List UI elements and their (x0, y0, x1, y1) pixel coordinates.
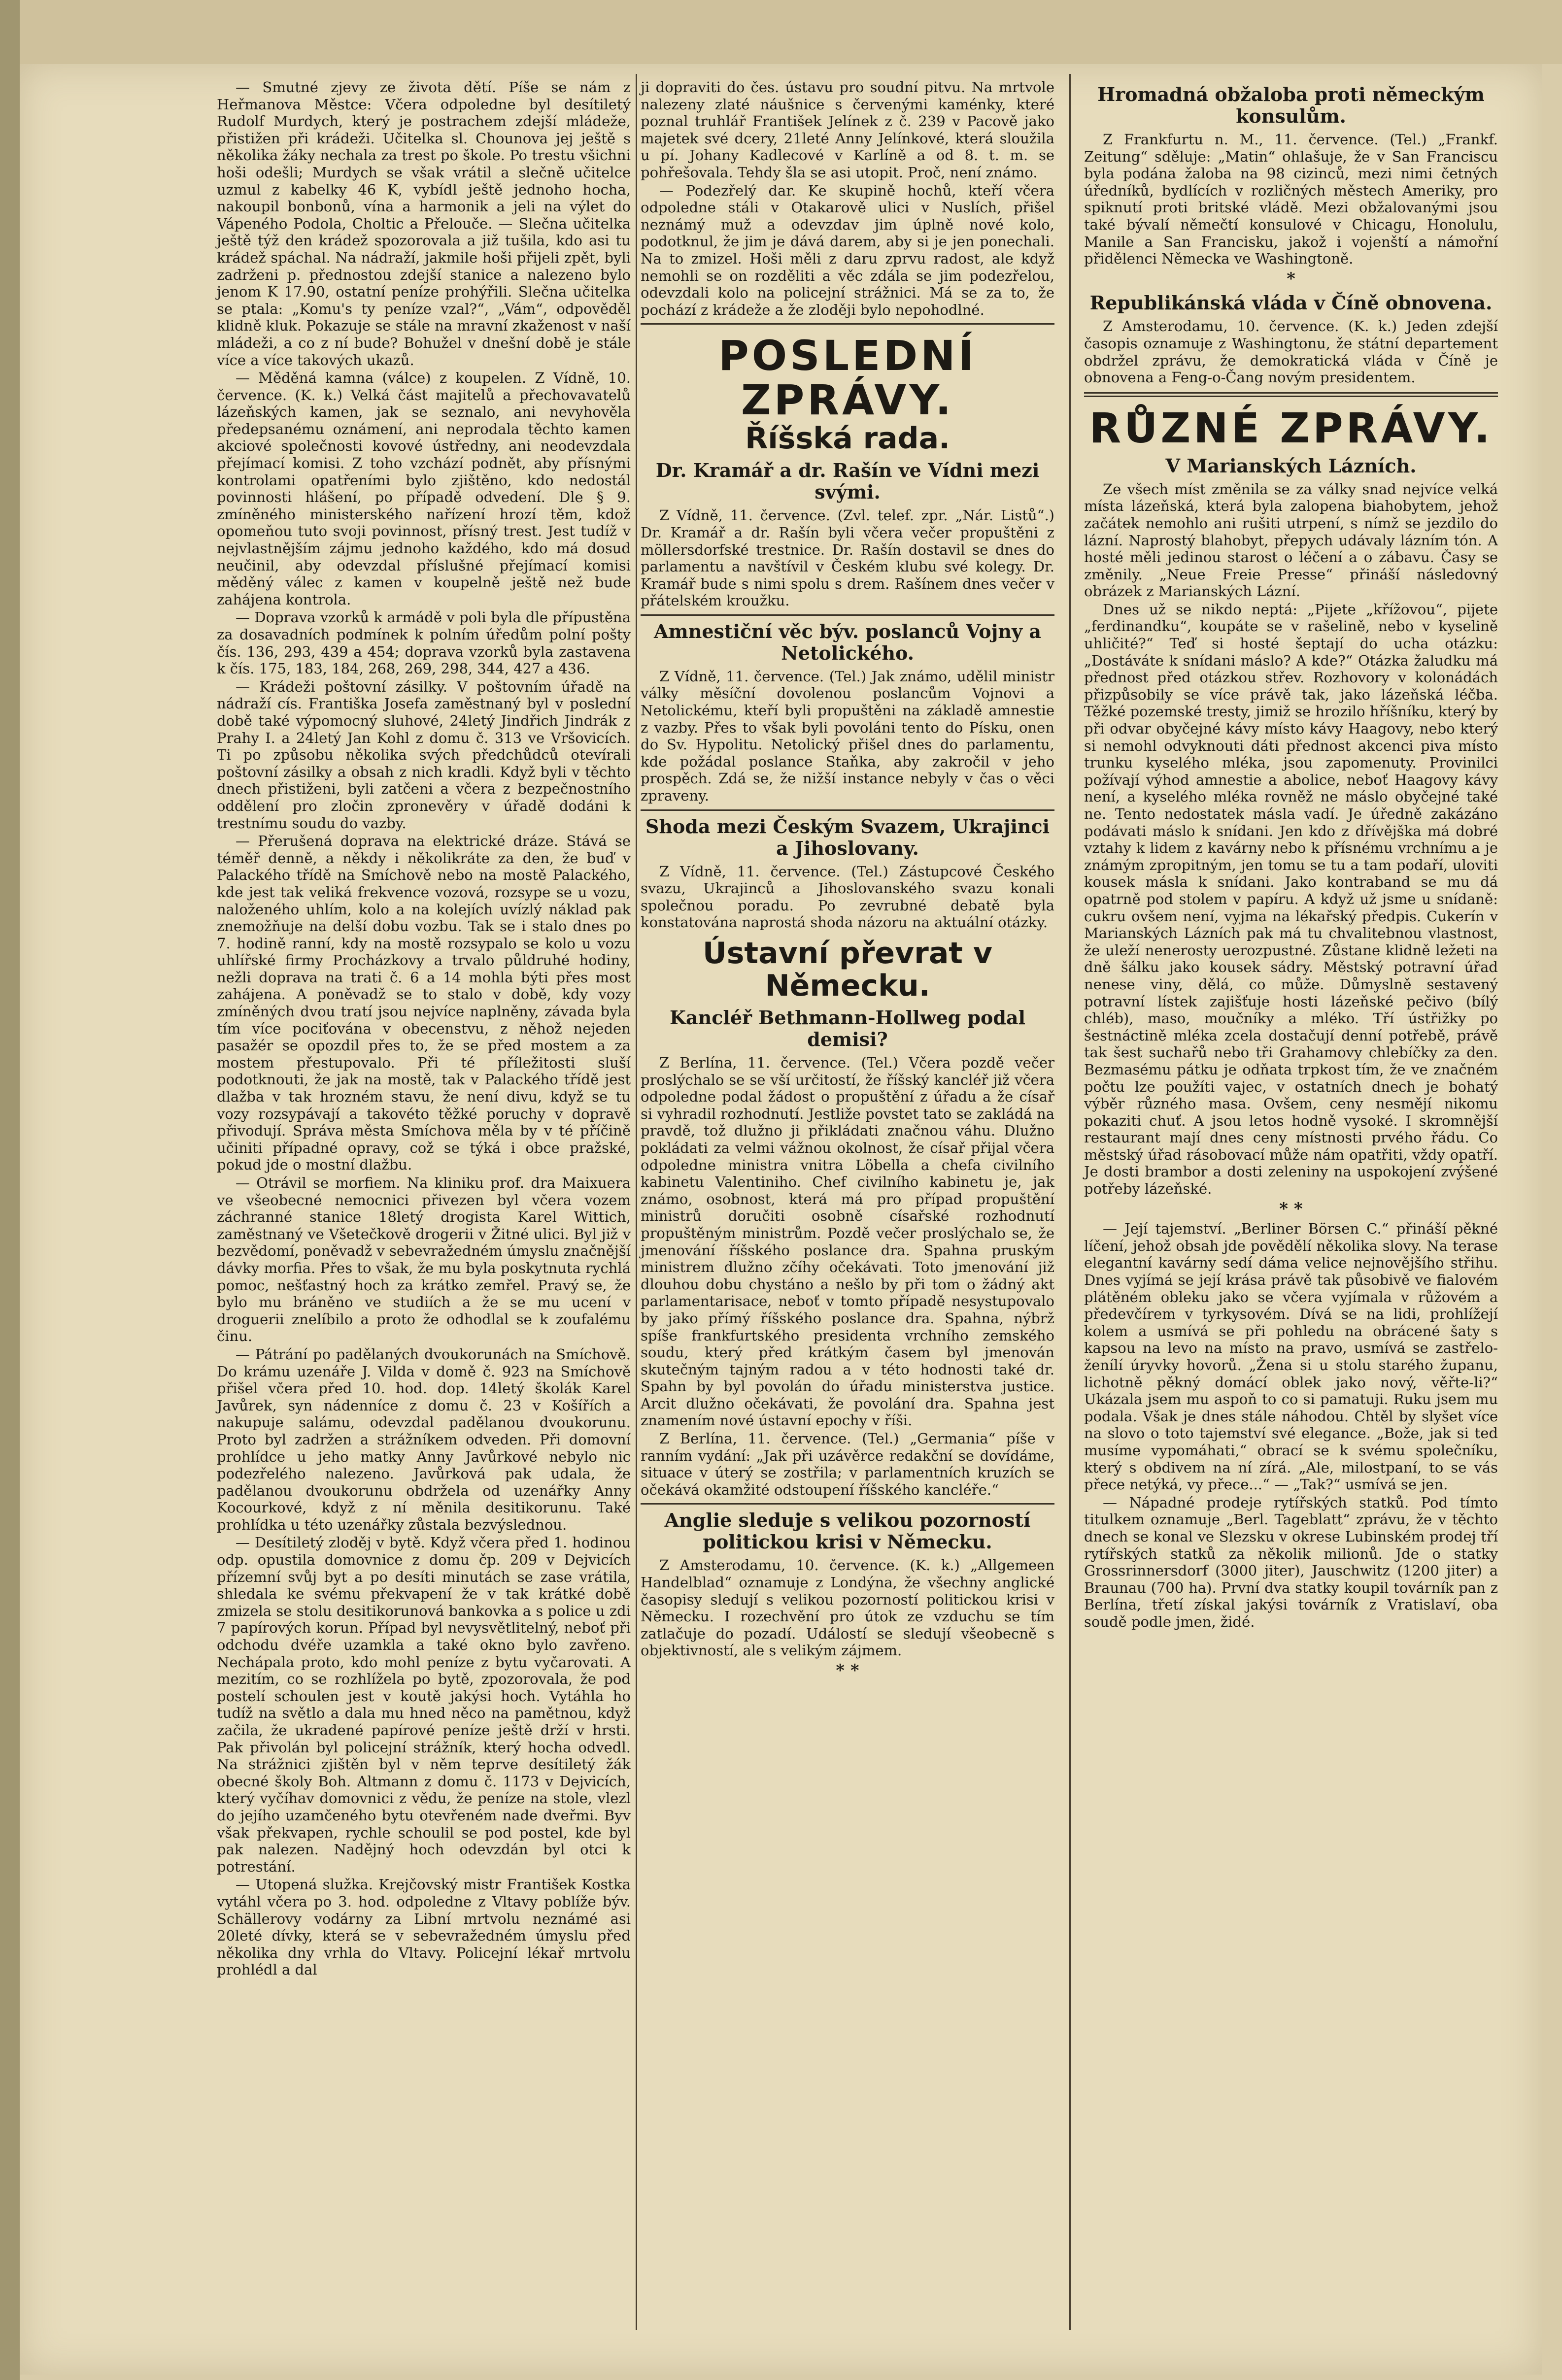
article-bethmann: Z Berlína, 11. července. (Tel.) Včera pozdě večer proslýchalo se se vší určitostí, že říšský kancléř již včera odpoledne podal žádost o propuštění z úřadu a že císař si vyhradil rozhodnutí. Jestliže povstet tato se zakládá na pravdě, tož dlužno ji přikládati značnou váhu. Dlužno pokládati za velmi vážnou okolnost, že císař přijal včera odpoledne ministra vnitra Löbella a chefa civilního kabinetu Valentiniho. Chef civilního kabinetu je, jak známo, osobnost, která má pro případ propuštění ministrů doručiti osobně císařské rozhodnutí propuštěným ministrům. Pozdě večer proslýchalo se, že jmenování říšského poslance dra. Spahna pruským ministrem dlužno zčíhy očekávati. Toto jmenování již dlouhou dobu chystáno a nešlo by při tom o žádný akt parlamentarisace, neboť v tomto případě nesystupovalo by jako přímý říšského poslance dra. Spahna, nýbrž spíše frankfurtského presidenta vrchního zemského soudu, který před krátkým časem byl jmenován skutečným tajným radou a v této hodnosti také dr. Spahn by byl povolán do úřadu ministerstva justice. Arcit dlužno očekávati, že povolání dra. Spahna jest znamením nové ústavní epochy v říši. (641, 1054, 1054, 1429)
separator (641, 1503, 1054, 1505)
column-3 (1084, 79, 1498, 1632)
section-stars: * * (836, 1661, 859, 1680)
article-kradeze-postovni: — Krádeži poštovní zásilky. V poštovním úřadě na nádraží cís. Františka Josefa zaměstnaný byl v poslední době také výpomocný sluhové, 24letý Jindřich Jindrák z Prahy I. a 24letý Jan Kohl z domu č. 313 ve Vršovicích. Ti po způsobu několika svých předchůdců otevírali poštovní zásilky a obsah z nich kradli. Když byli v těchto dnech přistiženi, byli zatčeni a včera z bezpečnostního oddělení pro zločin zpronevěry v úřadě dodáni k trestnímu soudu do vazby. (217, 678, 631, 832)
double-separator (1084, 392, 1498, 397)
article-utopena-sluzka: — Utopená služka. Krejčovský mistr František Kostka vytáhl včera po 3. hod. odpoledne z Vltavy poblíže býv. Schällerovy vodárny za Libní mrtvolu neznámé asi 20leté dívky, která se v sebevražedném úmyslu před několika dny vrhla do Vltavy. Policejní lékař mrtvolu prohlédl a dal (217, 1876, 631, 1978)
article-shoda: Z Vídně, 11. července. (Tel.) Zástupcové Českého svazu, Ukrajinců a Jihoslovanského svazu konali společnou poradu. Po zevrubné debatě byla konstatována naprostá shoda názoru na aktuální otázky. (641, 863, 1054, 931)
headline-anglie: Anglie sleduje s velikou pozorností politickou krisi v Německu. (664, 1509, 1031, 1553)
headline-bethmann: Kancléř Bethmann-Hollweg podal demisi? (670, 1006, 1025, 1050)
article-desitilety-zlodej: — Desítiletý zloděj v bytě. Když včera před 1. hodinou odp. opustila domovnice z domu čp. 209 v Dejvicích přízemní svůj byt a po desíti minutách se zase vrátila, shledala ke svému překvapení že v tak krátké době zmizela se stolu desitikorunová bankovka a s police u zdi 7 papírových korun. Případ byl nevysvětlitelný, neboť při odchodu dvéře uzamkla a také okno bylo zavřeno. Nechápala proto, kdo mohl peníze z bytu vyčarovati. A mezitím, co se rozhlížela po bytě, zpozorovala, že pod postelí schoulen jest v koutě jakýsi hoch. Vytáhla ho tudíž na světlo a dala mu hned něco na pamětnou, když začila, že ukradené papírové peníze ještě drží v hrsti. Pak přivolán byl policejní strážník, který hocha odvedl. Na strážnici zjištěn byl v něm teprve desítiletý žák obecné školy Boh. Altmann z domu č. 1173 v Dejvicích, který vyčíhav domovnici z vědu, že peníze na stole, vlezl do jejího uzamčeného bytu otevřeném nade dveřmi. Byv však překvapen, rychle schoulil se pod postel, kde byl pak nalezen. Nadějný hoch odevzdán byl otci k potrestání. (217, 1534, 631, 1875)
article-amnestie: Z Vídně, 11. července. (Tel.) Jak známo, udělil ministr války měsíční dovolenou poslancům Vojnovi a Netolickému, kteří byli propuštěni na základě amnestie z vazby. Přes to však byli povoláni tento do Písku, onen do Sv. Hypolitu. Netolický přišel dnes do parlamentu, kde požádal poslance Staňka, aby zakročil v jeho prospěch. Zdá se, že nižší instance nebyly v čas o věci zpraveny. (641, 668, 1054, 805)
column-1 (217, 79, 631, 1979)
article-germania: Z Berlína, 11. července. (Tel.) „Germania“ píše v ranním vydání: „Jak při uzávěrce redakční se dovídáme, situace v úterý se zostřila; v parlamentních kruzích se očekává okamžité odstoupení říšského kancléře.“ (641, 1430, 1054, 1498)
section-subbanner-risska-rada: Říšská rada. (745, 421, 950, 456)
section-banner-ustavni-prevrat: Ústavní převrat v Německu. (703, 936, 992, 1003)
article-doprava-vzorku: — Doprava vzorků k armádě v poli byla dle přípustěna za dosavadních podmínek k polním úředům polní pošty čís. 136, 293, 439 a 454; doprava vzorků byla zastavena k čís. 175, 183, 184, 268, 269, 298, 344, 427 a 436. (217, 609, 631, 677)
article-marianske-lazne-intro: Ze všech míst změnila se za války snad nejvíce velká místa lázeňská, která byla zalopena biahobytem, jehož začátek nemohlo ani rušiti utrpení, s nímž se jezdilo do lázní. Naprostý blahobyt, přepych udávaly lázním tón. A hosté měli jedinou starost o léčení a o zábavu. Časy se změnily. „Neue Freie Presse“ přináší následovný obrázek z Marianských Lázní. (1084, 480, 1498, 600)
separator (641, 614, 1054, 616)
article-medena-kamna: — Měděná kamna (válce) z koupelen. Z Vídně, 10. července. (K. k.) Velká část majitelů a přechovavatelů lázeňských kamen, jak se seznalo, ani nevyhověla předepsanému oznámení, ani neprodala těchto kamen akciové společnosti kovové ústředny, ani neodevzdala přejímací komisi. Z toho vzchází podnět, aby přísnými kontrolami opatřeními bylo zjištěno, kdo nedostál povinnosti hlášení, po případě odvedení. Dle § 9. zmíněného ministerského nařízení hrozí těm, kdož opomeňou tuto svoji povinnost, přísný trest. Jest tudíž v nejvlastnějším zájmu jednoho každého, kdo má dosud neučinil, aby odevzdal příslušné přejímací komisi měděný válec z kamen v koupelně ještě než bude zahájena kontrola. (217, 369, 631, 608)
section-star: * (1287, 268, 1295, 289)
column-rule-1 (636, 74, 637, 2330)
article-anglie: Z Amsterodamu, 10. července. (K. k.) „Allgemeen Handelblad“ oznamuje z Londýna, že všechny anglické časopisy sledují s velikou pozorností politickou krisi v Německu. I rozechvění pro útok ze vzduchu se tím zatlačuje do pozadí. Událostí se sledují všeobecně s objektivností, ale s velikým zájmem. (641, 1557, 1054, 1659)
headline-marianske-lazne: V Marianských Lázních. (1165, 454, 1417, 477)
section-banner-posledni-zpravy: POSLEDNÍ ZPRÁVY. (718, 332, 977, 425)
article-prerusena-doprava: — Přerušená doprava na elektrické dráze. Stává se téměř denně, a někdy i několikráte za den, že buď v Palackého třídě na Smíchově nebo na mostě Palackého, kde jest tak veliká frekvence vozová, rozsype se u vozu, naloženého uhlím, kolo a na kolejích uvízlý náklad pak znemožňuje na delší dobu vozbu. Tak se i stalo dnes po 7. hodině ranní, kdy na mostě rozsypalo se kolo u vozu uhlířské firmy Procházkovy a trvalo půldruhé hodiny, nežli doprava na trati č. 6 a 14 mohla býti přes most zahájena. A poněvadž se to stalo v době, kdy vozy zmíněných dvou tratí jsou nejvíce naplněny, závada byla tím více pociťována v obecenstvu, z něhož nejeden pasažér se opozdil přes to, že se před mostem a za mostem přestupovalo. Při té příležitosti sluší podotknouti, že jak na mostě, tak v Palackého třídě jest dlažba v tak hrozném stavu, že není divu, když se tu vozy rozsypávají a takovéto těžké poruchy v dopravě přivodují. Správa města Smíchova měla by v té příčině učiniti případné opravy, což se týká i obce pražské, pokud jde o mostní dlažbu. (217, 833, 631, 1173)
article-jeji-tajemstvi: — Její tajemství. „Berliner Börsen C.“ přináší pěkné líčení, jehož obsah jde povědělí několika slovy. Na terase elegantní kavárny sedí dáma velice nejnovějšího střihu. Dnes vyjímá se její krása právě tak působivě ve fialovém plátěném obleku jako se včera vyjímala v růžovém a předevčírem v tyrkysovém. Dívá se na lidi, prohlížejí kolem a usmívá se při pohledu na obrácené šaty s kapsou na levo na místo na pravo, usmívá se zastřelo-ženílí úryvky hovorů. „Žena si u stolu starého županu, lichotně pěkný domácí oblek jako nový, věřte-li?“ Ukázala jsem mu aspoň to co si pamatuji. Ruku jsem mu podala. Však je dnes stále náhodou. Chtěl by slyšet více na slovo o toto tajemství své elegance. „Bože, jak si ted musíme vypomáhati,“ obrací se k svému společníku, který s obdivem na ní zírá. „Ale, milostpaní, to se vás přece netýká, vy přece...“ — „Tak?“ usmívá se jen. (1084, 1220, 1498, 1493)
headline-kramar-rasin: Dr. Kramář a dr. Rašín ve Vídni mezi svými. (655, 459, 1040, 503)
column-rule-2 (1069, 74, 1071, 2330)
article-smutne-zjevy: — Smutné zjevy ze života dětí. Píše se nám z Heřmanova Městce: Včera odpoledne byl desítiletý Rudolf Murdych, který je postrachem zdejší mládeže, přistižen při krádeži. Učitelka sl. Chounova jej ještě s několika žáky nechala za trest po škole. Po trestu všichni hoši odešli; Murdych se však vrátil a slečně učitelce uzmul z kabelky 46 K, vybídl ještě jednoho hocha, nakoupil bonbonů, vína a harmonik a jeli na výlet do Vápeného Podola, Choltic a Přelouče. — Slečna učitelka ještě týž den krádež spozorovala a již tušila, kdo asi tu krádež spáchal. Na nádraží, jakmile hoši přijeli zpět, byli zadrženi p. přednostou zdejší stanice a nalezeno bylo jenom K 17.90, ostatní peníze prohýřili. Slečna učitelka se ptala: „Komu's ty peníze vzal?“, „Vám“, odpověděl klidně kluk. Pokazuje se stále na mravní zkaženost v naší mládeži, a co z ní bude? Bohužel v dnešní době je stále více a více takových ukazů. (217, 79, 631, 369)
separator (641, 809, 1054, 811)
headline-shoda: Shoda mezi Českým Svazem, Ukrajinci a Jihoslovany. (645, 815, 1050, 859)
headline-amnestie: Amnestiční věc býv. poslanců Vojny a Netolického. (654, 620, 1041, 664)
article-marianske-lazne: Dnes už se nikdo neptá: „Pijete „křížovou“, pijete „ferdinandku“, koupáte se v rašelině, nebo v kyselině uhličité?“ Teď si hosté šeptají do ucha otázku: „Dostáváte k snídani máslo? A kde?“ Otázka žaludku má přednost před otázkou střev. Rozhovory v kolonádách přizpůsobily se více právě tak, jako lázeňská léčba. Těžké pozemské tresty, jimiž se hrozilo hříšníku, který by při odvar obyčejné kávy místo kávy Haagovy, nebo který si nemohl odvyknouti dáti přednost akcenci piva místo trunku kyselého mléka, jsou zapomenuty. Provinilci požívají výhod amnestie a abolice, neboť Haagovy kávy není, a kyselého mléka rovněž ne máslo obyčejné také ne. Tento nedostatek másla vadí. Je úředně zakázáno podávati máslo k snídani. Jen kdo z dřívějška má dobré vztahy k lidem z kavárny nebo k přísnému vrchnímu a je známým zpropitným, jen tomu se tu a tam podaří, uloviti kousek másla k snídani. Jako kontraband se mu dá opatrně pod stolem v papíru. A když už jsme u snídaně: cukru ovšem není, vyjma na lékařský předpis. Cukerín v Marianských Lázních pak má tu chvalitebnou vlastnost, že uleží nenerosty uerozpustné. Zůstane klidně ležeti na dně šálku jako kousek sádry. Městský potravní úřad nenese viny, dělá, co může. Důmyslně sestavený potravní lístek zajišťuje hosti lázeňské pečivo (bílý chléb), maso, moučníky a mléko. Tří ústřižky po šestnáctině mléka zcela dostačují denní potřebě, právě tak šest suchařů nebo tři Grahamovy chlebíčky za den. Bezmasému pátku je odňata trpkost tím, že ve značném počtu lze použíti vajec, v ostatních dnech je bohatý výběr různého masa. Ovšem, ceny nesmějí nikomu pokaziti chuť. A jsou letos hodně vysoké. I skromnější restaurant mají dnes ceny místnosti prvého řádu. Co městský úřad rásobovací může nám opatřiti, vždy opatří. Je dosti brambor a dosti zeleniny na uspokojení zvýšené potřeby lázeňské. (1084, 601, 1498, 1198)
scan-left-margin (0, 0, 20, 2380)
article-podezrely-dar: — Podezřelý dar. Ke skupině hochů, kteří včera odpoledne stáli v Otakarově ulici v Nuslích, přišel neznámý muž a odevzdav jim úplně nové kolo, podotknul, že jim je dává darem, aby si je jen ponechali. Na to zmizel. Hoši měli z daru zprvu radost, ale když nemohli se on rozděliti a věc zdála se jim podezřelou, odevzdali kolo na policejní strážnici. Má se za to, že pochází z krádeže a že zloději bylo nepohodlné. (641, 182, 1054, 318)
article-utopena-continued: ji dopraviti do čes. ústavu pro soudní pitvu. Na mrtvole nalezeny zlaté náušnice s červenými kaménky, které poznal truhlář František Jelínek z č. 239 v Pacově jako majetek své dcery, 21leté Anny Jelínkové, která sloužila u pí. Johany Kadlecové v Karlíně a od 8. t. m. se pohřešovala. Tehdy šla se asi utopit. Proč, není známo. (641, 79, 1054, 181)
article-obzaloba: Z Frankfurtu n. M., 11. července. (Tel.) „Frankf. Zeitung“ sděluje: „Matin“ ohlašuje, že v San Franciscu byla podána žaloba na 98 cizinců, mezi nimi četných úředníků, bydlících v rozličných městech Ameriky, pro spiknutí proti britské vládě. Mezi obžalovanými jsou také bývalí němečtí konsulové v Chicagu, Honolulu, Manile a San Francisku, jakož i vojenští a námořní přidělenci Německa ve Washingtoně. (1084, 131, 1498, 268)
scan-top-margin (0, 0, 1562, 64)
article-kramar-rasin: Z Vídně, 11. července. (Zvl. telef. zpr. „Nár. Listů“.) Dr. Kramář a dr. Rašín byli včera večer propuštěni z möllersdorfské trestnice. Dr. Rašín dostavil se dnes do parlamentu a navštívil v Českém klubu své kolegy. Dr. Kramář bude s nimi spolu s drem. Rašínem dnes večer v přátelském kroužku. (641, 507, 1054, 609)
headline-obzaloba: Hromadná obžaloba proti německým konsulům. (1097, 83, 1485, 127)
section-stars: * * (1279, 1199, 1303, 1219)
separator (641, 323, 1054, 325)
article-prodeje-statku: — Nápadné prodeje rytířských statků. Pod tímto titulkem oznamuje „Berl. Tageblatt“ zprávu, že v těchto dnech se konal ve Slezsku v okrese Lubinském prodej tří rytířských statků za několik milionů. Jde o statky Grossrinnersdorf (3000 jiter), Jauschwitz (1200 jiter) a Braunau (700 ha). První dva statky koupil továrník pan z Berlína, třetí získal jakýsi továrník z Vratislaví, oba soudě podle jmen, židé. (1084, 1494, 1498, 1630)
article-patrani-dvoukoruny: — Pátrání po padělaných dvoukorunách na Smíchově. Do krámu uzenáře J. Vilda v domě č. 923 na Smíchově přišel včera před 10. hod. dop. 14letý školák Karel Javůrek, syn nádenníce z domu č. 23 v Košířích a nakupuje salámu, odevzdal padělanou dvoukorunu. Proto byl zadržen a strážníkem odveden. Při domovní prohlídce u jeho matky Anny Javůrkové nebylo nic podezřelého nalezeno. Javůrková pak udala, že padělanou dvoukorunu obdržela od uzenářky Anny Kocourkové, když z ní měnila desitikorunu. Také prohlídka u této uzenářky zůstala bezvýslednou. (217, 1345, 631, 1533)
section-banner-ruzne-zpravy: RŮZNÉ ZPRÁVY. (1089, 403, 1493, 452)
column-2 (641, 79, 1054, 1682)
article-cina: Z Amsterodamu, 10. července. (K. k.) Jeden zdejší časopis oznamuje z Washingtonu, že státní departement obdržel zprávu, že demokratická vláda v Číně je obnovena a Feng-o-Čang novým presidentem. (1084, 318, 1498, 386)
headline-cina: Republikánská vláda v Číně obnovena. (1089, 292, 1493, 314)
article-otravil-se: — Otrávil se morfiem. Na kliniku prof. dra Maixuera ve všeobecné nemocnici přivezen byl včera vozem záchranné stanice 18letý drogista Karel Wittich, zaměstnaný ve Všetečkově drogerii v Žitné ulici. Byl již v bezvědomí, poněvadž v sebevražedném úmyslu značnější dávky morfia. Přes to však, že mu byla poskytnuta rychlá pomoc, nešťastný hoch za krátko zemřel. Pravý se, že bylo mu bráněno ve studiích a že se mu ucení v droguerii znelíbilo a proto že odhodlal se k zoufalému činu. (217, 1174, 631, 1345)
